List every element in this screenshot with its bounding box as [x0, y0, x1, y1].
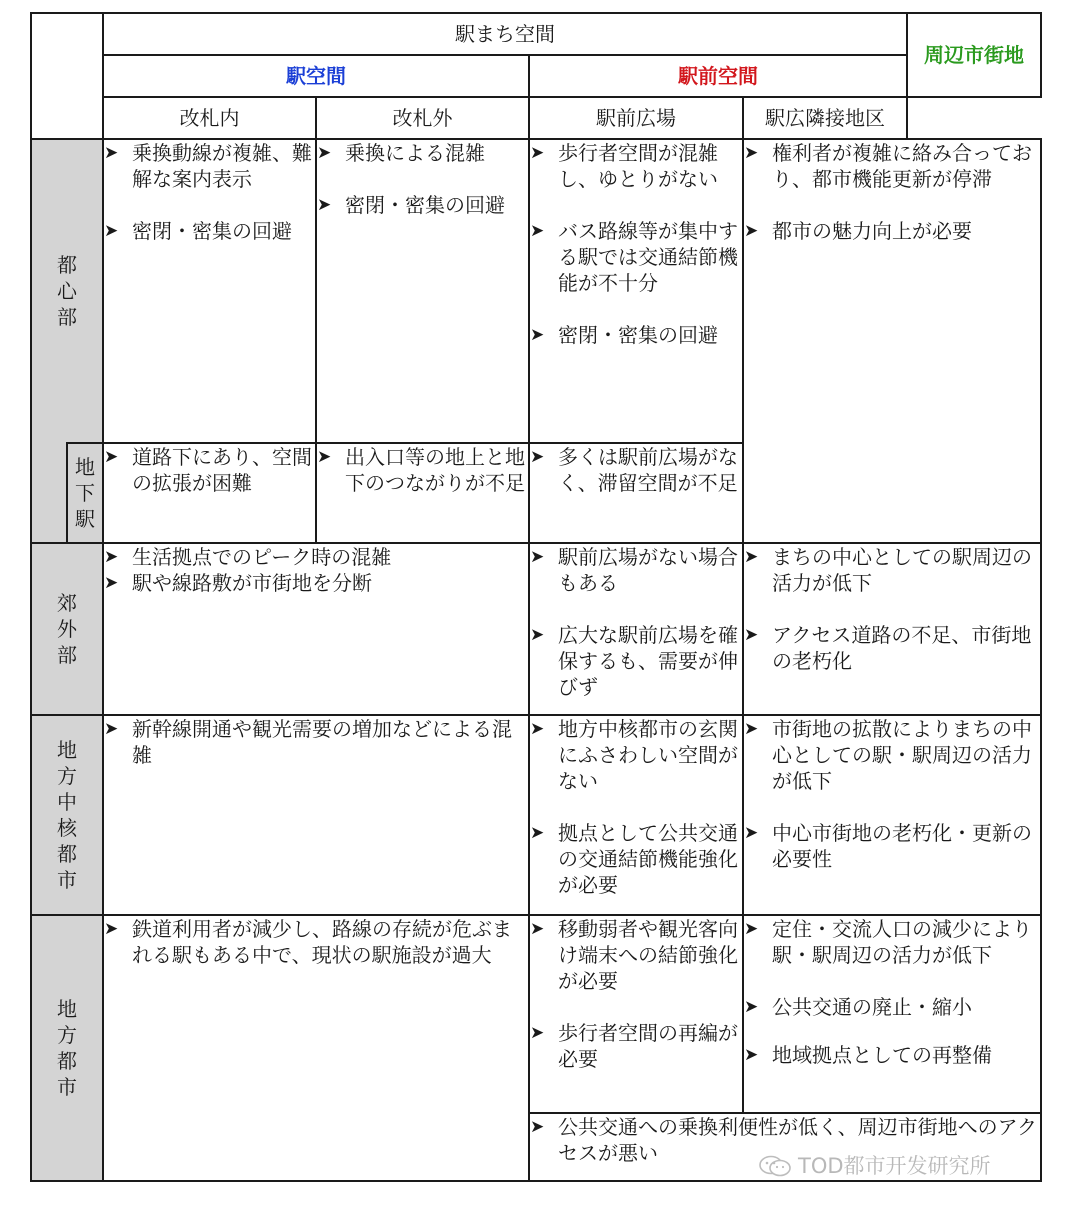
bullet-arrow-icon: ➤ — [744, 919, 759, 939]
cell-chika-hiroba — [529, 443, 743, 543]
bullet-arrow-icon: ➤ — [744, 143, 759, 163]
cell-toshin-rinsetsu — [743, 139, 1041, 543]
list-item: ➤ 乗換による混雑 — [317, 141, 485, 165]
list-item: ➤ 多くは駅前広場がなく、滞留空間が不足 — [530, 445, 738, 495]
bullet-arrow-icon: ➤ — [744, 547, 759, 567]
bullet-arrow-icon: ➤ — [530, 143, 545, 163]
list-item: ➤ 出入口等の地上と地下のつながりが不足 — [317, 445, 525, 495]
cell-toshin-nai — [103, 139, 316, 443]
header-kaisatsu-nai: 改札内 — [103, 97, 316, 139]
bullet-arrow-icon: ➤ — [744, 1045, 759, 1065]
bullet-arrow-icon: ➤ — [744, 719, 759, 739]
list-item: ➤ 広大な駅前広場を確保するも、需要が伸びず — [530, 623, 738, 699]
list-item: ➤ 公共交通への乗換利便性が低く、周辺市街地へのアクセスが悪い — [530, 1115, 1037, 1165]
list-item: ➤ 密閉・密集の回避 — [104, 219, 292, 243]
list-item: ➤ 駅や線路敷が市街地を分断 — [104, 571, 372, 595]
row-label-chika — [67, 443, 103, 543]
bullet-arrow-icon: ➤ — [530, 447, 545, 467]
list-item: ➤ 拠点として公共交通の交通結節機能強化が必要 — [530, 821, 738, 897]
bullet-arrow-icon: ➤ — [104, 919, 119, 939]
row-label-text: 都心部 — [57, 253, 77, 329]
cell-chuukaku-hiroba — [529, 715, 743, 915]
cell-chuukaku-eki — [103, 715, 529, 915]
row-label-kogai — [31, 543, 103, 715]
bullet-arrow-icon: ➤ — [317, 447, 332, 467]
cell-toshin-gai — [316, 139, 529, 443]
list-item: ➤ 新幹線開通や観光需要の増加などによる混雑 — [104, 717, 512, 767]
list-item: ➤ 定住・交流人口の減少により駅・駅周辺の活力が低下 — [744, 917, 1032, 967]
watermark-text: TOD都市开发研究所 — [798, 1154, 991, 1178]
bullet-arrow-icon: ➤ — [744, 221, 759, 241]
row-label-text: 地方都市 — [57, 997, 77, 1099]
header-ekimachi: 駅まち空間 — [103, 13, 907, 55]
bullet-arrow-icon: ➤ — [530, 221, 545, 241]
list-item: ➤ 地方中核都市の玄関にふさわしい空間がない — [530, 717, 738, 793]
header-rinsetsu: 駅広隣接地区 — [743, 97, 907, 139]
bullet-arrow-icon: ➤ — [104, 447, 119, 467]
bullet-arrow-icon: ➤ — [744, 625, 759, 645]
cell-kogai-hiroba — [529, 543, 743, 715]
row-label-toshin — [31, 139, 103, 443]
list-item: ➤ 乗換動線が複雑、難解な案内表示 — [104, 141, 312, 191]
cell-kogai-eki — [103, 543, 529, 715]
list-item: ➤ 道路下にあり、空間の拡張が困難 — [104, 445, 312, 495]
bullet-arrow-icon: ➤ — [530, 919, 545, 939]
wechat-icon — [758, 1155, 792, 1177]
list-item: ➤ 公共交通の廃止・縮小 — [744, 995, 972, 1019]
corner-cell — [31, 13, 103, 139]
row-label-toshin-gap — [31, 443, 67, 543]
list-item: ➤ 駅前広場がない場合もある — [530, 545, 738, 595]
bullet-arrow-icon: ➤ — [530, 1117, 545, 1137]
cell-chuukaku-rinsetsu — [743, 715, 1041, 915]
station-area-issues-table — [30, 12, 1042, 1182]
bullet-arrow-icon: ➤ — [104, 143, 119, 163]
bullet-arrow-icon: ➤ — [530, 325, 545, 345]
cell-chika-gai — [316, 443, 529, 543]
bullet-arrow-icon: ➤ — [317, 195, 332, 215]
header-eki-kukan: 駅空間 — [103, 55, 529, 97]
list-item: ➤ 中心市街地の老朽化・更新の必要性 — [744, 821, 1032, 871]
bullet-arrow-icon: ➤ — [104, 221, 119, 241]
cell-chihou-rinsetsu — [743, 915, 1041, 1113]
cell-toshin-hiroba — [529, 139, 743, 443]
bullet-arrow-icon: ➤ — [744, 823, 759, 843]
list-item: ➤ 市街地の拡散によりまちの中心としての駅・駅周辺の活力が低下 — [744, 717, 1032, 793]
row-label-text: 地下駅 — [75, 455, 95, 531]
header-ekimae-kukan: 駅前空間 — [529, 55, 907, 97]
list-item: ➤ 密閉・密集の回避 — [530, 323, 718, 347]
bullet-arrow-icon: ➤ — [530, 719, 545, 739]
list-item: ➤ 生活拠点でのピーク時の混雑 — [104, 545, 392, 569]
list-item: ➤ 鉄道利用者が減少し、路線の存続が危ぶまれる駅もある中で、現状の駅施設が過大 — [104, 917, 512, 967]
bullet-arrow-icon: ➤ — [104, 573, 119, 593]
bullet-arrow-icon: ➤ — [530, 625, 545, 645]
list-item: ➤ 権利者が複雑に絡み合っており、都市機能更新が停滞 — [744, 141, 1032, 191]
list-item: ➤ まちの中心としての駅周辺の活力が低下 — [744, 545, 1032, 595]
bullet-arrow-icon: ➤ — [744, 997, 759, 1017]
row-label-text: 地方中核都市 — [57, 738, 77, 892]
bullet-arrow-icon: ➤ — [530, 823, 545, 843]
list-item: ➤ 歩行者空間が混雑し、ゆとりがない — [530, 141, 718, 191]
list-item: ➤ アクセス道路の不足、市街地の老朽化 — [744, 623, 1032, 673]
list-item: ➤ 地域拠点としての再整備 — [744, 1043, 992, 1067]
header-ekimae-hiroba: 駅前広場 — [529, 97, 743, 139]
cell-chihou-eki — [103, 915, 529, 1181]
list-item: ➤ 移動弱者や観光客向け端末への結節強化が必要 — [530, 917, 738, 993]
row-label-text: 郊外部 — [57, 591, 77, 667]
header-kaisatsu-gai: 改札外 — [316, 97, 529, 139]
watermark — [758, 1150, 991, 1180]
row-label-chihou — [31, 915, 103, 1181]
row-label-chuukaku — [31, 715, 103, 915]
cell-chika-nai — [103, 443, 316, 543]
list-item: ➤ 密閉・密集の回避 — [317, 193, 505, 217]
list-item: ➤ バス路線等が集中する駅では交通結節機能が不十分 — [530, 219, 738, 295]
bullet-arrow-icon: ➤ — [104, 547, 119, 567]
cell-kogai-rinsetsu — [743, 543, 1041, 715]
bullet-arrow-icon: ➤ — [530, 547, 545, 567]
list-item: ➤ 都市の魅力向上が必要 — [744, 219, 972, 243]
bullet-arrow-icon: ➤ — [317, 143, 332, 163]
list-item: ➤ 歩行者空間の再編が必要 — [530, 1021, 738, 1071]
header-shuhen: 周辺市街地 — [907, 13, 1041, 97]
bullet-arrow-icon: ➤ — [530, 1023, 545, 1043]
cell-chihou-hiroba — [529, 915, 743, 1113]
bullet-arrow-icon: ➤ — [104, 719, 119, 739]
